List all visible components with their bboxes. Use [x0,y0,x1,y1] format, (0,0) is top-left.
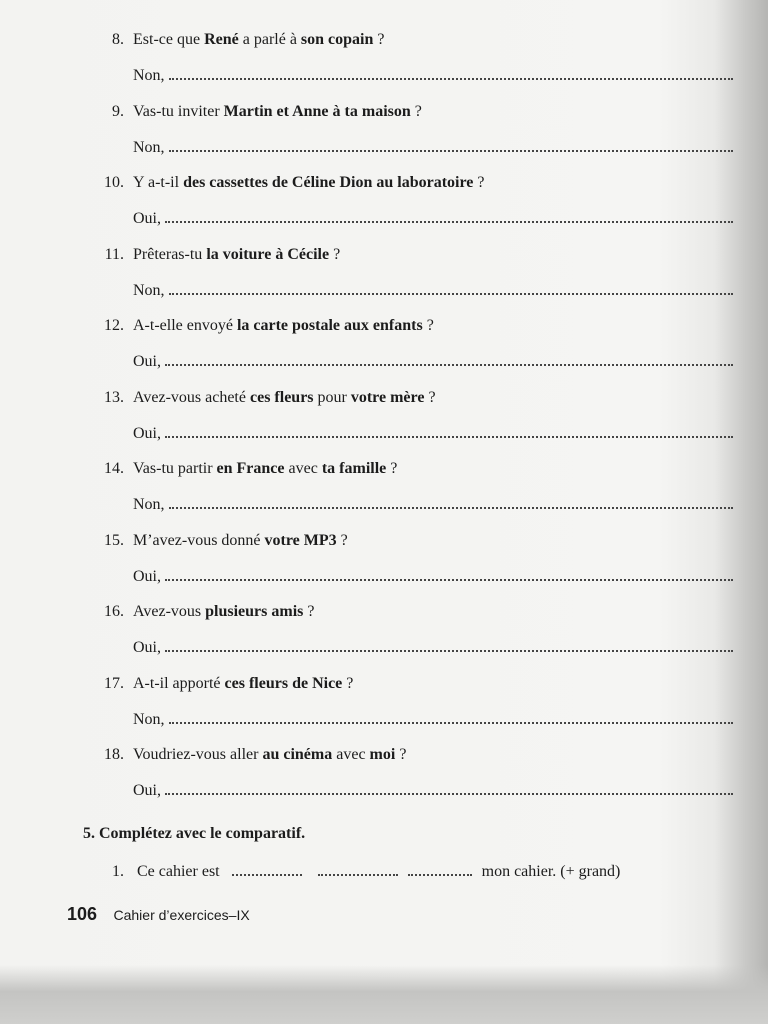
exercise-text-before: Ce cahier est [137,863,220,880]
answer-blank [165,207,733,223]
question-text: Vas-tu inviter Martin et Anne à ta maison ? [133,103,422,120]
answer-prefix: Non, [133,67,165,84]
answer-blank [169,279,733,295]
answer-line [133,64,733,84]
blank-1 [232,861,302,876]
question-text: Y a-t-il des cassettes de Céline Dion au laboratoire ? [133,174,485,191]
question-text: Est-ce que René a parlé à son copain ? [133,31,385,48]
question-text: Vas-tu partir en France avec ta famille ? [133,460,398,477]
answer-line [133,136,733,156]
answer-line [133,422,733,442]
answer-line [133,636,733,656]
answer-line [133,779,733,799]
answer-blank [165,636,733,652]
question-text: A-t-il apporté ces fleurs de Nice ? [133,675,354,692]
answer-blank [165,350,733,366]
answer-line [133,493,733,513]
answer-blank [165,422,733,438]
answer-prefix: Non, [133,496,165,513]
question-text: Voudriez-vous aller au cinéma avec moi ? [133,746,407,763]
question-number: 14. [104,460,124,477]
question-number: 12. [104,317,124,334]
answer-prefix: Oui, [133,568,161,585]
answer-prefix: Oui, [133,425,161,442]
answer-line [133,565,733,585]
answer-prefix: Non, [133,711,165,728]
answer-prefix: Oui, [133,639,161,656]
question-text: M’avez-vous donné votre MP3 ? [133,532,348,549]
exercise-text-after: mon cahier. (+ grand) [481,863,621,880]
answer-prefix: Oui, [133,353,161,370]
question-number: 15. [104,532,124,549]
question-text: Avez-vous plusieurs amis ? [133,603,315,620]
blank-2 [318,861,398,876]
question-number: 17. [104,675,124,692]
exercise-number: 1. [112,863,124,880]
answer-blank [169,708,733,724]
exercise-item [90,861,620,882]
answer-line [133,207,733,227]
section-title: 5. Complétez avec le comparatif. [83,825,306,842]
question-number: 8. [112,31,124,48]
question-text: Avez-vous acheté ces fleurs pour votre mère ? [133,389,436,406]
answer-line [133,708,733,728]
answer-prefix: Oui, [133,782,161,799]
page-footer [67,904,250,925]
answer-blank [165,565,733,581]
answer-prefix: Oui, [133,210,161,227]
answer-prefix: Non, [133,282,165,299]
answer-blank [169,136,733,152]
question-number: 10. [104,174,124,191]
book-title: Cahier d’exercices–IX [113,907,250,923]
answer-blank [165,779,733,795]
question-number: 13. [104,389,124,406]
page-number: 106 [67,904,98,924]
answer-blank [169,64,733,80]
answer-line [133,279,733,299]
question-number: 11. [104,246,124,263]
blank-3 [408,861,472,876]
answer-line [133,350,733,370]
answer-prefix: Non, [133,139,165,156]
question-text: A-t-elle envoyé la carte postale aux enfants ? [133,317,434,334]
question-text: Prêteras-tu la voiture à Cécile ? [133,246,341,263]
question-number: 9. [112,103,124,120]
scan-shadow [0,965,768,1024]
question-number: 18. [104,746,124,763]
answer-blank [169,493,733,509]
question-number: 16. [104,603,124,620]
